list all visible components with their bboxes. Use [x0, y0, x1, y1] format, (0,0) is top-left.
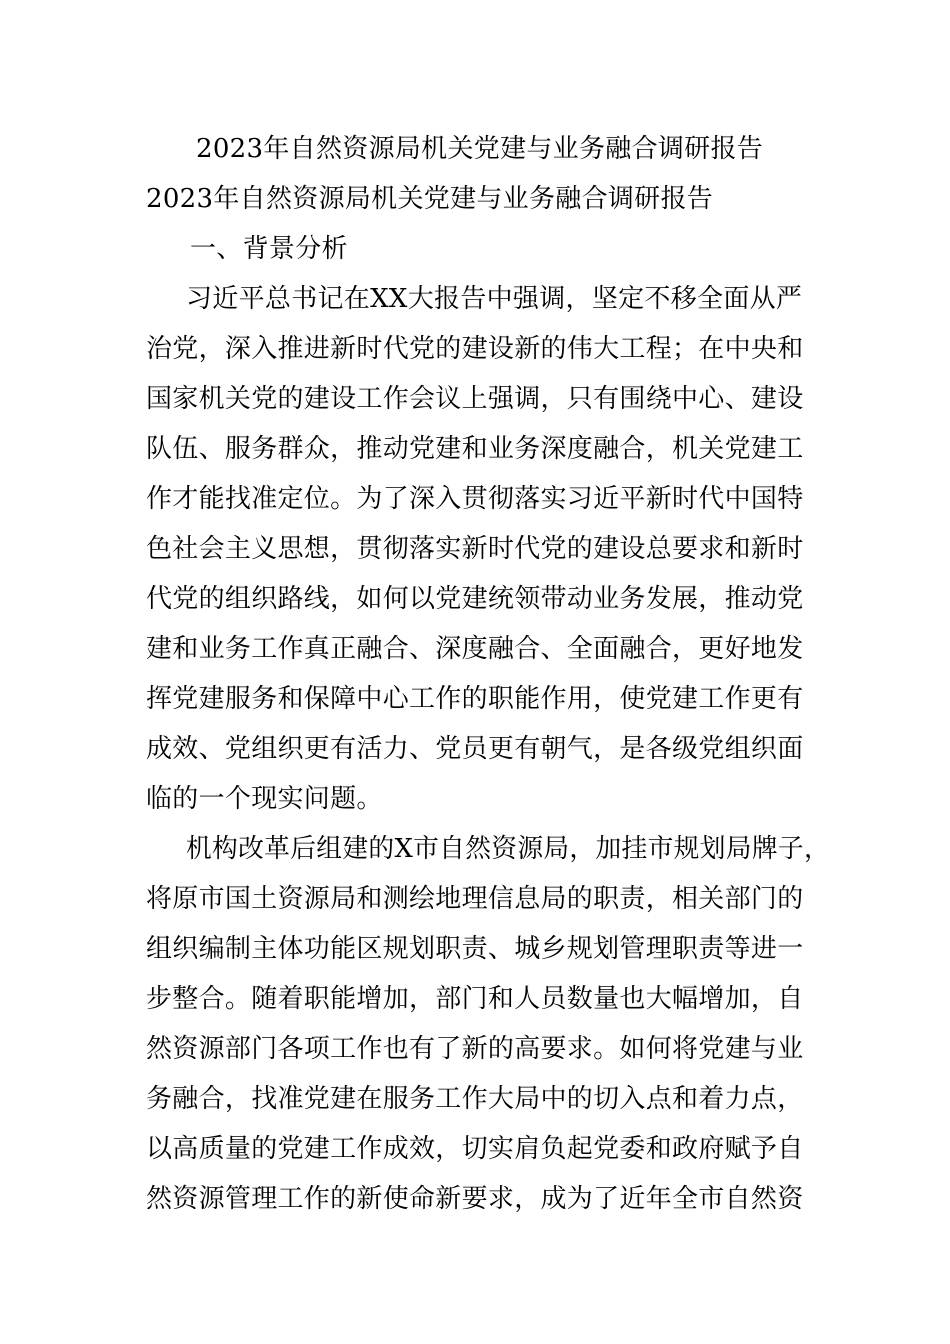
- paragraph-line: 以高质量的党建工作成效，切实肩负起党委和政府赋予自: [146, 1134, 804, 1164]
- paragraph-line: 步整合。随着职能增加，部门和人员数量也大幅增加，自: [146, 984, 804, 1014]
- section-heading: 一、背景分析: [190, 234, 348, 264]
- paragraph-line: 成效、党组织更有活力、党员更有朝气，是各级党组织面: [146, 734, 804, 764]
- paragraph-line: 机构改革后组建的X市自然资源局，加挂市规划局牌子，: [186, 834, 830, 864]
- paragraph-line: 治党，深入推进新时代党的建设新的伟大工程；在中央和: [146, 334, 804, 364]
- paragraph-line: 临的一个现实问题。: [146, 784, 383, 814]
- paragraph-line: 作才能找准定位。为了深入贯彻落实习近平新时代中国特: [146, 484, 804, 514]
- paragraph-line: 建和业务工作真正融合、深度融合、全面融合，更好地发: [146, 634, 804, 664]
- paragraph-line: 然资源管理工作的新使命新要求，成为了近年全市自然资: [146, 1184, 804, 1214]
- paragraph-line: 色社会主义思想，贯彻落实新时代党的建设总要求和新时: [146, 534, 804, 564]
- paragraph-line: 将原市国土资源局和测绘地理信息局的职责，相关部门的: [146, 884, 804, 914]
- paragraph-line: 队伍、服务群众，推动党建和业务深度融合，机关党建工: [146, 434, 804, 464]
- document-subtitle: 2023年自然资源局机关党建与业务融合调研报告: [146, 184, 714, 214]
- paragraph-line: 代党的组织路线，如何以党建统领带动业务发展，推动党: [146, 584, 804, 614]
- paragraph-line: 习近平总书记在XX大报告中强调，坚定不移全面从严: [186, 284, 803, 314]
- paragraph-line: 然资源部门各项工作也有了新的高要求。如何将党建与业: [146, 1034, 804, 1064]
- paragraph-line: 国家机关党的建设工作会议上强调，只有围绕中心、建设: [146, 384, 804, 414]
- paragraph-line: 组织编制主体功能区规划职责、城乡规划管理职责等进一: [146, 934, 804, 964]
- document-title: 2023年自然资源局机关党建与业务融合调研报告: [196, 134, 764, 164]
- paragraph-line: 挥党建服务和保障中心工作的职能作用，使党建工作更有: [146, 684, 804, 714]
- paragraph-line: 务融合，找准党建在服务工作大局中的切入点和着力点，: [146, 1084, 804, 1114]
